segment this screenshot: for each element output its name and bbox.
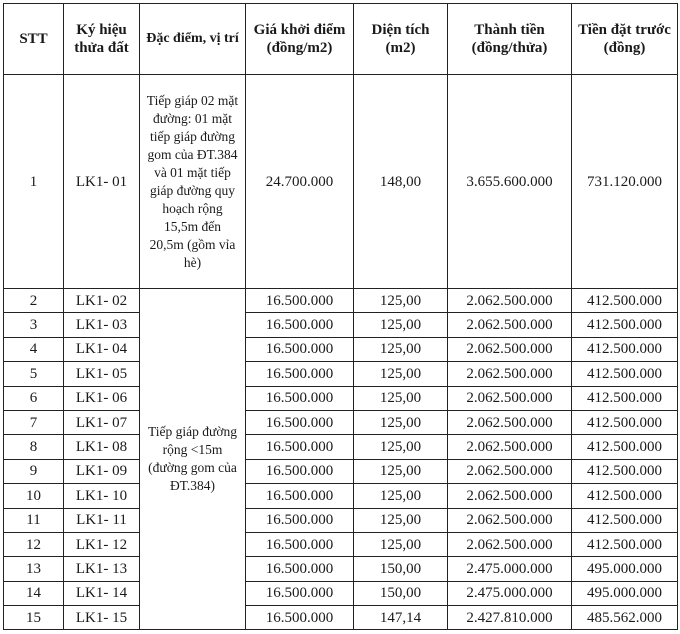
cell-area: 150,00 <box>354 557 448 581</box>
header-characteristics: Đặc điểm, vị trí <box>140 4 246 75</box>
cell-deposit: 412.500.000 <box>572 386 678 410</box>
cell-area: 148,00 <box>354 75 448 289</box>
cell-lot-code: LK1- 05 <box>64 362 140 386</box>
cell-area: 125,00 <box>354 313 448 337</box>
cell-total-amount: 2.062.500.000 <box>448 337 572 361</box>
cell-stt: 2 <box>4 289 64 313</box>
cell-stt: 11 <box>4 508 64 532</box>
table-row <box>4 484 678 508</box>
table-row <box>4 386 678 410</box>
cell-area: 125,00 <box>354 410 448 434</box>
cell-total-amount: 2.475.000.000 <box>448 581 572 605</box>
cell-lot-code: LK1- 03 <box>64 313 140 337</box>
cell-deposit: 412.500.000 <box>572 362 678 386</box>
cell-starting-price: 16.500.000 <box>246 410 354 434</box>
cell-total-amount: 2.427.810.000 <box>448 606 572 630</box>
cell-area: 125,00 <box>354 362 448 386</box>
cell-lot-code: LK1- 02 <box>64 289 140 313</box>
table-row <box>4 362 678 386</box>
cell-deposit: 412.500.000 <box>572 459 678 483</box>
cell-starting-price: 16.500.000 <box>246 557 354 581</box>
cell-starting-price: 16.500.000 <box>246 362 354 386</box>
header-lot-code: Ký hiệu thửa đất <box>64 4 140 75</box>
cell-stt: 4 <box>4 337 64 361</box>
table-row <box>4 557 678 581</box>
cell-stt: 14 <box>4 581 64 605</box>
table-row <box>4 459 678 483</box>
table-row <box>4 435 678 459</box>
cell-stt: 12 <box>4 532 64 556</box>
table-body <box>4 75 678 630</box>
table-row <box>4 581 678 605</box>
land-lot-table <box>3 3 678 630</box>
cell-total-amount: 2.062.500.000 <box>448 313 572 337</box>
cell-starting-price: 16.500.000 <box>246 508 354 532</box>
cell-lot-code: LK1- 09 <box>64 459 140 483</box>
cell-stt: 5 <box>4 362 64 386</box>
cell-lot-code: LK1- 12 <box>64 532 140 556</box>
cell-area: 125,00 <box>354 435 448 459</box>
cell-deposit: 412.500.000 <box>572 289 678 313</box>
cell-total-amount: 2.062.500.000 <box>448 484 572 508</box>
cell-stt: 13 <box>4 557 64 581</box>
cell-area: 125,00 <box>354 508 448 532</box>
header-row <box>4 4 678 75</box>
cell-deposit: 412.500.000 <box>572 508 678 532</box>
cell-stt: 9 <box>4 459 64 483</box>
table-row <box>4 508 678 532</box>
cell-area: 125,00 <box>354 532 448 556</box>
cell-area: 125,00 <box>354 386 448 410</box>
cell-characteristics: Tiếp giáp đường rộng <15m (đường gom của ĐT.384) <box>140 289 246 630</box>
cell-starting-price: 16.500.000 <box>246 289 354 313</box>
table-row <box>4 289 678 313</box>
cell-total-amount: 2.062.500.000 <box>448 532 572 556</box>
cell-starting-price: 24.700.000 <box>246 75 354 289</box>
cell-lot-code: LK1- 10 <box>64 484 140 508</box>
cell-deposit: 731.120.000 <box>572 75 678 289</box>
cell-area: 125,00 <box>354 484 448 508</box>
table-row <box>4 410 678 434</box>
cell-total-amount: 2.062.500.000 <box>448 459 572 483</box>
header-deposit: Tiền đặt trước (đồng) <box>572 4 678 75</box>
cell-deposit: 412.500.000 <box>572 532 678 556</box>
table-row <box>4 532 678 556</box>
cell-lot-code: LK1- 11 <box>64 508 140 532</box>
cell-deposit: 412.500.000 <box>572 435 678 459</box>
cell-stt: 10 <box>4 484 64 508</box>
cell-characteristics: Tiếp giáp 02 mặt đường: 01 mặt tiếp giáp đường gom của ĐT.384 và 01 mặt tiếp giáp đường quy hoạch rộng 15,5m đến 20,5m (gồm vỉa hè) <box>140 75 246 289</box>
cell-starting-price: 16.500.000 <box>246 484 354 508</box>
cell-area: 125,00 <box>354 337 448 361</box>
cell-deposit: 495.000.000 <box>572 581 678 605</box>
cell-stt: 3 <box>4 313 64 337</box>
cell-lot-code: LK1- 13 <box>64 557 140 581</box>
cell-total-amount: 2.062.500.000 <box>448 386 572 410</box>
cell-stt: 6 <box>4 386 64 410</box>
table-row <box>4 313 678 337</box>
cell-starting-price: 16.500.000 <box>246 435 354 459</box>
table-row <box>4 606 678 630</box>
cell-total-amount: 2.062.500.000 <box>448 435 572 459</box>
cell-starting-price: 16.500.000 <box>246 386 354 410</box>
cell-stt: 7 <box>4 410 64 434</box>
cell-total-amount: 2.062.500.000 <box>448 410 572 434</box>
cell-starting-price: 16.500.000 <box>246 337 354 361</box>
cell-deposit: 485.562.000 <box>572 606 678 630</box>
cell-starting-price: 16.500.000 <box>246 313 354 337</box>
cell-starting-price: 16.500.000 <box>246 581 354 605</box>
cell-lot-code: LK1- 04 <box>64 337 140 361</box>
cell-lot-code: LK1- 15 <box>64 606 140 630</box>
cell-starting-price: 16.500.000 <box>246 459 354 483</box>
header-starting-price: Giá khởi điểm (đồng/m2) <box>246 4 354 75</box>
cell-deposit: 412.500.000 <box>572 484 678 508</box>
cell-total-amount: 3.655.600.000 <box>448 75 572 289</box>
cell-total-amount: 2.062.500.000 <box>448 508 572 532</box>
cell-deposit: 412.500.000 <box>572 313 678 337</box>
table-row <box>4 75 678 289</box>
cell-deposit: 412.500.000 <box>572 410 678 434</box>
cell-deposit: 495.000.000 <box>572 557 678 581</box>
table-row <box>4 337 678 361</box>
cell-stt: 15 <box>4 606 64 630</box>
cell-total-amount: 2.062.500.000 <box>448 362 572 386</box>
cell-deposit: 412.500.000 <box>572 337 678 361</box>
header-stt: STT <box>4 4 64 75</box>
cell-starting-price: 16.500.000 <box>246 606 354 630</box>
cell-area: 125,00 <box>354 459 448 483</box>
cell-lot-code: LK1- 01 <box>64 75 140 289</box>
cell-lot-code: LK1- 06 <box>64 386 140 410</box>
cell-stt: 1 <box>4 75 64 289</box>
cell-starting-price: 16.500.000 <box>246 532 354 556</box>
header-area: Diện tích (m2) <box>354 4 448 75</box>
cell-lot-code: LK1- 07 <box>64 410 140 434</box>
cell-total-amount: 2.062.500.000 <box>448 289 572 313</box>
cell-area: 150,00 <box>354 581 448 605</box>
cell-area: 147,14 <box>354 606 448 630</box>
cell-stt: 8 <box>4 435 64 459</box>
cell-lot-code: LK1- 08 <box>64 435 140 459</box>
cell-area: 125,00 <box>354 289 448 313</box>
header-total-amount: Thành tiền (đồng/thửa) <box>448 4 572 75</box>
cell-total-amount: 2.475.000.000 <box>448 557 572 581</box>
cell-lot-code: LK1- 14 <box>64 581 140 605</box>
